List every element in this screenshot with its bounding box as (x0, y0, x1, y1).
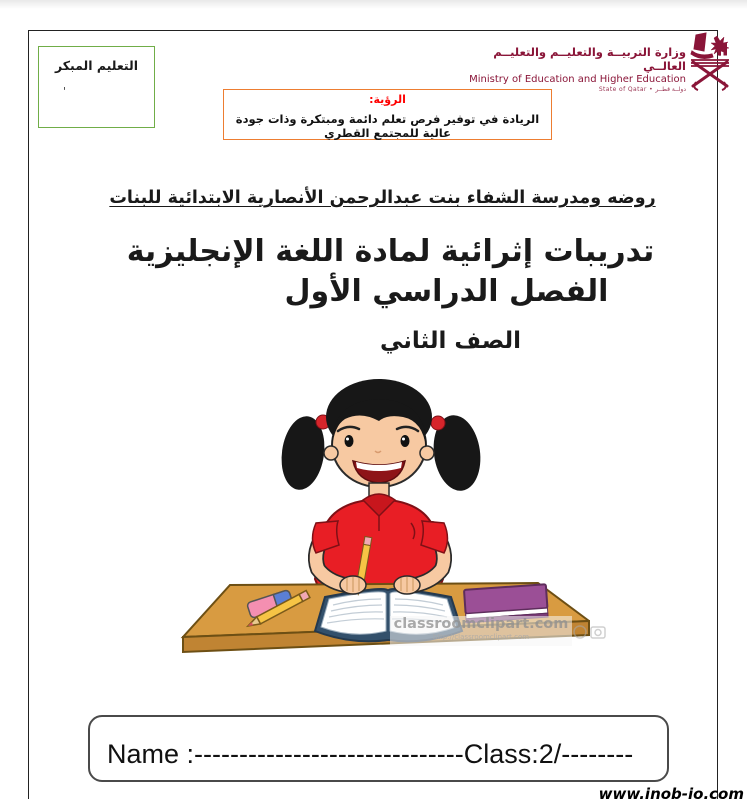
eye-left (345, 435, 354, 447)
name-class-line: Name :------------------------------Class:2/-------- (107, 739, 634, 769)
grade-label: الصف الثاني (379, 328, 522, 354)
ministry-state-line: State of Qatar • دولــة قطــر (598, 86, 686, 93)
student-clipart (175, 373, 590, 675)
ear-left (324, 446, 338, 460)
eye-right (401, 435, 410, 447)
page-top-shadow (0, 0, 747, 9)
early-education-box (38, 46, 155, 128)
vision-box (223, 89, 552, 140)
school-name: روضه ومدرسة الشفاء بنت عبدالرحمن الأنصارية الابتدائية للبنات (109, 188, 656, 208)
stray-mark: ' (63, 85, 67, 98)
site-watermark: www.inob-io.com (598, 785, 744, 803)
hand-left (340, 576, 366, 594)
ministry-name-arabic: وزارة التربيــة والتعليــم والتعليــم العالــي (493, 45, 686, 73)
qatar-emblem-icon (686, 31, 734, 95)
clipart-watermark-url: http://classroomclipart.com (432, 633, 530, 641)
worksheet-title-line2: الفصل الدراسي الأول (284, 274, 609, 309)
ministry-header (460, 45, 686, 94)
early-education-label: التعليم المبكر (54, 58, 138, 73)
eye-right-highlight (402, 438, 405, 441)
worksheet-title-line1: تدريبات إثرائية لمادة اللغة الإنجليزية (126, 234, 655, 269)
eye-left-highlight (346, 438, 349, 441)
hair-tie-right (431, 416, 445, 430)
purple-book (464, 584, 548, 623)
clipart-watermark-text: classroomclipart.com (393, 616, 569, 632)
vision-text: الريادة في توفير فرص تعلم دائمة ومبتكرة وذات جودة عالية للمجتمع القطري (235, 112, 540, 140)
open-book (315, 589, 462, 641)
vision-label: الرؤية: (369, 93, 406, 106)
clipart-watermark-icons (573, 621, 607, 647)
ear-right (420, 446, 434, 460)
ministry-name-english: Ministry of Education and Higher Education (469, 74, 686, 85)
name-class-box (88, 715, 669, 782)
hand-right (394, 576, 420, 594)
